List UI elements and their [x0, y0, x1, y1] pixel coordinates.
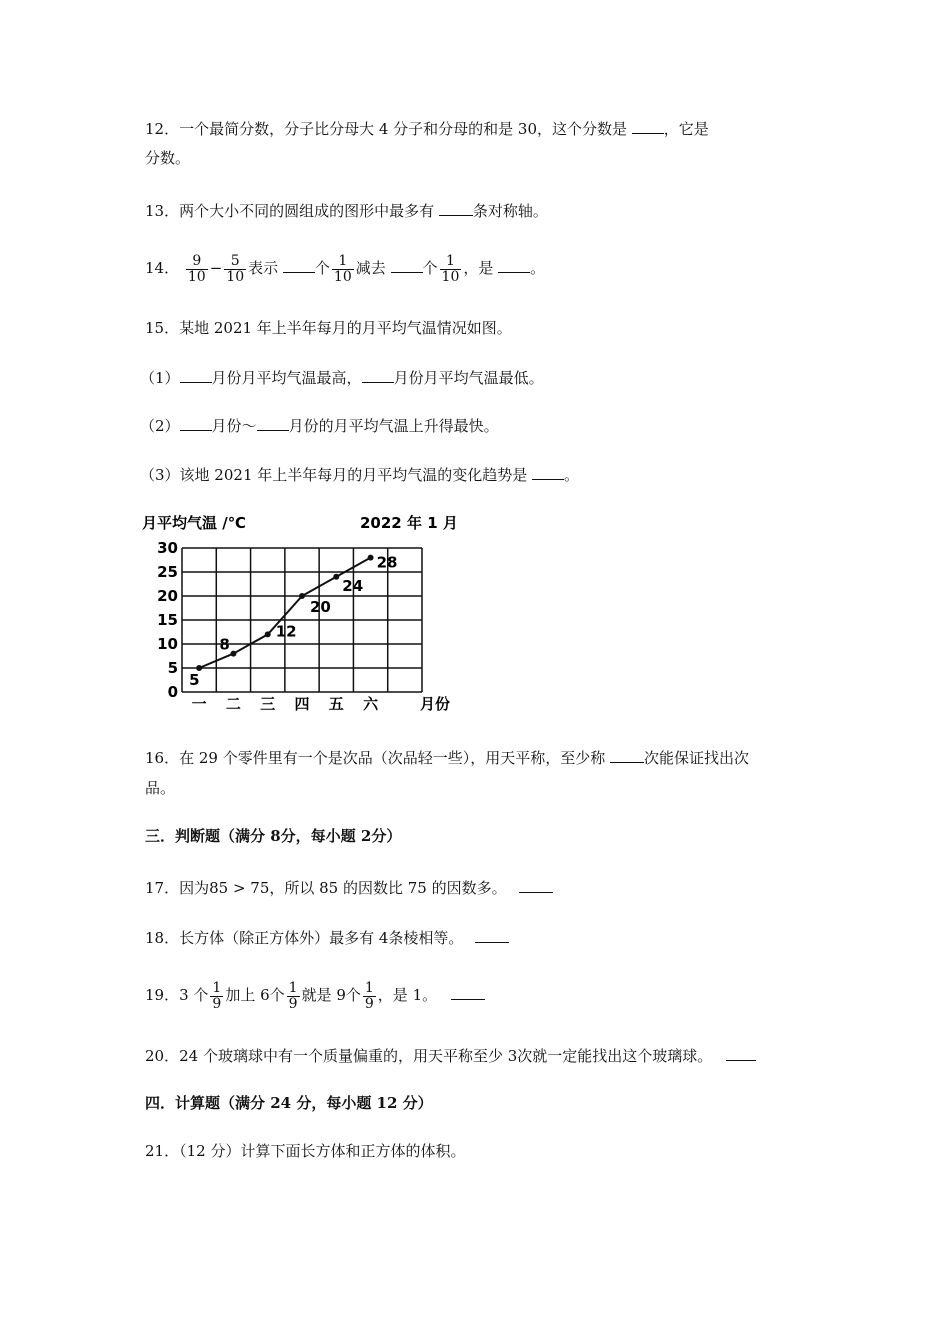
question-13: 13．两个大小不同的圆组成的图形中最多有 条对称轴。 — [145, 199, 548, 221]
chart-x-ticks — [192, 695, 379, 713]
answer-blank[interactable] — [498, 256, 530, 273]
question-19: 19．3 个 $\frac{1}{9}$ 加上 6个 $\frac{1}{9}$ 就是 9个 $\frac{1}{9}$ ，是 1。 — [145, 975, 485, 1015]
question-15: 15．某地 2021 年上半年每月的月平均气温情况如图。 — [145, 319, 512, 337]
data-label: 24 — [342, 576, 364, 595]
x-tick-label: 一 — [191, 695, 207, 713]
answer-blank[interactable] — [180, 414, 212, 431]
y-tick-label: 0 — [167, 683, 178, 701]
x-tick-label: 二 — [225, 695, 241, 713]
section-3-heading: 三．判断题（满分 8分，每小题 2分） — [145, 827, 402, 845]
answer-blank[interactable] — [519, 876, 553, 893]
chart-title: 2022 年 1 月 — [360, 514, 458, 532]
question-18: 18．长方体（除正方体外）最多有 4条棱相等。 — [145, 926, 509, 948]
data-point — [265, 631, 271, 637]
data-label: 8 — [219, 635, 230, 654]
x-tick-label: 四 — [294, 695, 310, 713]
data-point — [230, 651, 236, 657]
question-14: 14． $\frac{9}{10}$ − $\frac{5}{10}$ 表示 个 $\frac{1}{10}$ 减去 个 $\frac{1}{10}$ ，是 。 — [145, 252, 546, 285]
data-point — [299, 593, 305, 599]
x-tick-label: 五 — [328, 695, 344, 713]
data-point — [368, 555, 374, 561]
answer-blank[interactable] — [362, 366, 394, 383]
fraction: $\frac{5}{10}$ — [226, 252, 245, 285]
question-15-part-3: （3）该地 2021 年上半年每月的月平均气温的变化趋势是 。 — [140, 463, 579, 485]
chart-y-ticks — [157, 539, 178, 701]
question-20: 20．24 个玻璃球中有一个质量偏重的，用天平称至少 3次就一定能找出这个玻璃球。 — [145, 1044, 756, 1066]
data-label: 20 — [310, 598, 331, 616]
fraction: $\frac{1}{9}$ — [212, 979, 222, 1012]
y-tick-label: 20 — [157, 587, 178, 605]
fraction: $\frac{9}{10}$ — [187, 252, 206, 285]
y-tick-label: 5 — [167, 659, 178, 677]
question-12-cont: 分数。 — [145, 149, 191, 167]
answer-blank[interactable] — [532, 463, 564, 480]
section-4-heading: 四．计算题（满分 24 分，每小题 12 分） — [145, 1094, 433, 1112]
answer-blank[interactable] — [610, 746, 644, 763]
x-tick-label: 六 — [363, 695, 379, 713]
data-label: 12 — [275, 622, 297, 641]
answer-blank[interactable] — [180, 366, 212, 383]
question-16: 16．在 29 个零件里有一个是次品（次品轻一些），用天平称，至少称 次能保证找出次 — [145, 746, 749, 768]
question-15-part-1: （1） 月份月平均气温最高， 月份月平均气温最低。 — [140, 366, 544, 388]
answer-blank[interactable] — [439, 199, 473, 216]
answer-blank[interactable] — [257, 414, 289, 431]
question-15-part-2: （2） 月份～ 月份的月平均气温上升得最快。 — [140, 414, 499, 436]
data-point — [333, 574, 339, 580]
question-21: 21．（12 分）计算下面长方体和正方体的体积。 — [145, 1142, 466, 1160]
answer-blank[interactable] — [451, 983, 485, 1000]
fraction: $\frac{1}{10}$ — [441, 252, 460, 285]
y-tick-label: 25 — [157, 563, 178, 581]
question-17: 17．因为85 > 75，所以 85 的因数比 75 的因数多。 — [145, 876, 553, 898]
fraction: $\frac{1}{9}$ — [364, 979, 374, 1012]
chart-x-axis-label: 月份 — [420, 695, 451, 713]
question-12: 12．一个最简分数，分子比分母大 4 分子和分母的和是 30，这个分数是 ，它是 — [145, 117, 709, 139]
question-16-cont: 品。 — [145, 779, 176, 797]
answer-blank[interactable] — [391, 256, 423, 273]
temperature-line-chart — [140, 508, 470, 718]
answer-blank[interactable] — [726, 1044, 756, 1061]
y-tick-label: 15 — [157, 611, 178, 629]
chart-y-axis-label: 月平均气温 /℃ — [142, 514, 246, 532]
answer-blank[interactable] — [283, 256, 315, 273]
x-tick-label: 三 — [260, 695, 276, 713]
fraction: $\frac{1}{9}$ — [288, 979, 298, 1012]
data-label: 5 — [189, 671, 200, 689]
answer-blank[interactable] — [475, 926, 509, 943]
y-tick-label: 30 — [157, 539, 178, 557]
data-label: 28 — [376, 553, 398, 572]
y-tick-label: 10 — [157, 635, 178, 653]
fraction: $\frac{1}{10}$ — [333, 252, 352, 285]
answer-blank[interactable] — [632, 117, 664, 134]
